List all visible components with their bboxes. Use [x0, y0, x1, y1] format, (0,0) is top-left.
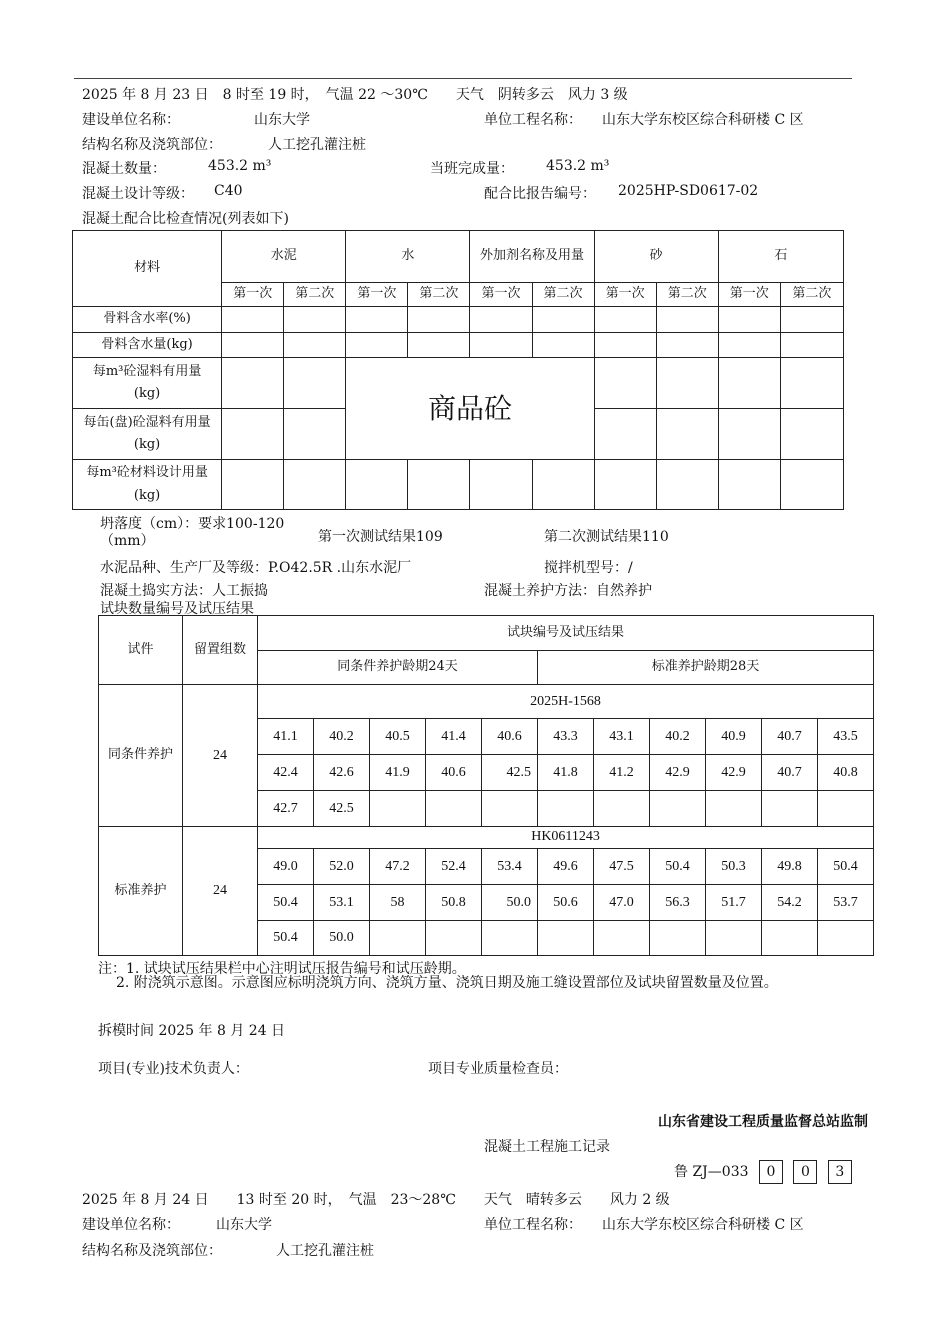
group-count: 24	[183, 685, 258, 827]
specimen-title: 试块数量编号及试压结果	[100, 601, 254, 617]
result-cell: 53.1	[314, 885, 370, 921]
result-cell: 50.4	[818, 849, 874, 885]
first-label: 第一次	[470, 283, 532, 307]
result-cell: 52.0	[314, 849, 370, 885]
result-cell: 50.6	[538, 885, 594, 921]
material-header: 材料	[73, 231, 222, 307]
date-weather-line: 2025 年 8 月 23 日 8 时至 19 时， 气温 22 ～30℃ 天气 阴转多云 风力 3 级	[82, 87, 628, 103]
result-cell: 47.5	[594, 849, 650, 885]
result-cell: 50.0	[482, 885, 538, 921]
result-cell: 41.2	[594, 755, 650, 791]
form-digit: 0	[759, 1160, 783, 1184]
mixer-model: 搅拌机型号：/	[544, 560, 633, 576]
row-label: 骨料含水率(%)	[73, 307, 222, 333]
quantity-value: 453.2 m³	[208, 158, 272, 174]
result-cell: 50.0	[314, 921, 370, 956]
result-cell: 42.4	[258, 755, 314, 791]
report-code: 2025H-1568	[258, 685, 874, 719]
result-cell: 40.5	[370, 719, 426, 755]
report-code: HK0611243	[258, 827, 874, 849]
result-cell: 50.3	[706, 849, 762, 885]
result-cell: 52.4	[426, 849, 482, 885]
result-cell: 56.3	[650, 885, 706, 921]
material-water: 水	[346, 231, 470, 283]
result-cell: 51.7	[706, 885, 762, 921]
structure-value: 人工挖孔灌注桩	[268, 137, 366, 153]
result-cell: 49.6	[538, 849, 594, 885]
slump-first: 第一次测试结果109	[318, 529, 443, 545]
compaction-method: 混凝土捣实方法：人工振捣	[100, 583, 268, 599]
second-label: 第二次	[656, 283, 718, 307]
form-digit: 3	[828, 1160, 852, 1184]
result-cell: 42.6	[314, 755, 370, 791]
result-cell: 40.7	[762, 755, 818, 791]
first-label: 第一次	[346, 283, 408, 307]
builder-label-2: 建设单位名称：	[82, 1217, 180, 1233]
record-title: 混凝土工程施工记录	[484, 1139, 610, 1155]
result-cell: 54.2	[762, 885, 818, 921]
structure-value-2: 人工挖孔灌注桩	[276, 1243, 374, 1259]
sub-same-condition: 同条件养护龄期24天	[258, 651, 538, 685]
form-digit: 0	[793, 1160, 817, 1184]
first-label: 第一次	[594, 283, 656, 307]
row-label: 每缶(盘)砼湿料有用量(kg)	[73, 409, 222, 460]
project-label-2: 单位工程名称：	[484, 1217, 582, 1233]
result-cell: 43.5	[818, 719, 874, 755]
result-cell: 40.2	[650, 719, 706, 755]
form-code-block	[674, 1160, 852, 1184]
result-cell: 42.9	[706, 755, 762, 791]
result-cell: 42.7	[258, 791, 314, 827]
result-cell: 50.8	[426, 885, 482, 921]
result-cell: 43.3	[538, 719, 594, 755]
grade-label: 混凝土设计等级：	[82, 186, 194, 202]
second-label: 第二次	[780, 283, 843, 307]
result-cell: 41.4	[426, 719, 482, 755]
result-cell: 50.4	[258, 921, 314, 956]
group-name: 同条件养护	[99, 685, 183, 827]
builder-label: 建设单位名称：	[82, 112, 180, 128]
col-specimen: 试件	[99, 616, 183, 685]
material-sand: 砂	[594, 231, 718, 283]
row-label: 每m³砼材料设计用量(kg)	[73, 460, 222, 510]
demold-time: 拆模时间 2025 年 8 月 24 日	[98, 1023, 286, 1039]
group-count: 24	[183, 827, 258, 956]
result-cell: 58	[370, 885, 426, 921]
note-2: 2. 附浇筑示意图。示意图应标明浇筑方向、浇筑方量、浇筑日期及施工缝设置部位及试块留置数量及位置。	[116, 975, 778, 991]
report-value: 2025HP-SD0617-02	[618, 183, 759, 199]
result-cell: 49.0	[258, 849, 314, 885]
material-cement: 水泥	[222, 231, 346, 283]
result-cell: 41.1	[258, 719, 314, 755]
result-cell: 40.6	[482, 719, 538, 755]
row-label: 每m³砼湿料有用量(kg)	[73, 358, 222, 409]
slump-second: 第二次测试结果110	[544, 529, 669, 545]
result-cell: 53.4	[482, 849, 538, 885]
result-cell: 40.9	[706, 719, 762, 755]
shift-done-value: 453.2 m³	[546, 158, 610, 174]
result-cell: 40.8	[818, 755, 874, 791]
mix-table	[72, 230, 844, 510]
curing-method: 混凝土养护方法：自然养护	[484, 583, 652, 599]
result-cell: 49.8	[762, 849, 818, 885]
result-cell: 40.6	[426, 755, 482, 791]
result-cell: 47.0	[594, 885, 650, 921]
result-cell: 41.8	[538, 755, 594, 791]
builder-value-2: 山东大学	[216, 1217, 272, 1233]
quality-inspector-signature: 项目专业质量检查员：	[428, 1061, 568, 1077]
second-label: 第二次	[532, 283, 594, 307]
issuer: 山东省建设工程质量监督总站监制	[658, 1114, 868, 1130]
form-code: 鲁 ZJ—033	[674, 1164, 749, 1180]
shift-done-label: 当班完成量：	[430, 161, 514, 177]
top-rule	[74, 78, 852, 79]
sub-standard: 标准养护龄期28天	[538, 651, 874, 685]
col-results-header: 试块编号及试压结果	[258, 616, 874, 651]
mix-title: 混凝土配合比检查情况(列表如下)	[82, 211, 289, 227]
builder-value: 山东大学	[254, 112, 310, 128]
material-stone: 石	[718, 231, 843, 283]
result-cell: 47.2	[370, 849, 426, 885]
first-label: 第一次	[718, 283, 780, 307]
row-label: 骨料含水量(kg)	[73, 333, 222, 358]
project-label: 单位工程名称：	[484, 112, 582, 128]
commercial-concrete-stamp: 商品砼	[346, 358, 594, 460]
first-label: 第一次	[222, 283, 284, 307]
group-name: 标准养护	[99, 827, 183, 956]
result-cell: 42.5	[314, 791, 370, 827]
result-cell: 40.7	[762, 719, 818, 755]
date-weather-line-2: 2025 年 8 月 24 日 13 时至 20 时， 气温 23～28℃ 天气 晴转多云 风力 2 级	[82, 1192, 670, 1208]
col-group-count: 留置组数	[183, 616, 258, 685]
result-cell: 41.9	[370, 755, 426, 791]
structure-label: 结构名称及浇筑部位：	[82, 137, 222, 153]
grade-value: C40	[214, 183, 243, 199]
result-cell: 43.1	[594, 719, 650, 755]
result-cell: 53.7	[818, 885, 874, 921]
result-cell: 50.4	[650, 849, 706, 885]
project-value: 山东大学东校区综合科研楼 C 区	[602, 112, 804, 128]
result-cell: 40.2	[314, 719, 370, 755]
specimen-table	[98, 615, 874, 956]
result-cell: 42.9	[650, 755, 706, 791]
project-value-2: 山东大学东校区综合科研楼 C 区	[602, 1217, 804, 1233]
quantity-label: 混凝土数量：	[82, 161, 166, 177]
structure-label-2: 结构名称及浇筑部位：	[82, 1243, 222, 1259]
tech-lead-signature: 项目(专业)技术负责人：	[98, 1061, 249, 1077]
result-cell: 50.4	[258, 885, 314, 921]
slump-requirement: 坍落度（cm）：要求100-120（mm）	[100, 516, 285, 549]
note-1: 注：1. 试块试压结果栏中心注明试压报告编号和试压龄期。	[98, 961, 466, 977]
result-cell: 42.5	[482, 755, 538, 791]
report-label: 配合比报告编号：	[484, 186, 596, 202]
cement-info: 水泥品种、生产厂及等级：P.O42.5R .山东水泥厂	[100, 560, 412, 576]
second-label: 第二次	[284, 283, 346, 307]
material-admixture: 外加剂名称及用量	[470, 231, 594, 283]
second-label: 第二次	[408, 283, 470, 307]
